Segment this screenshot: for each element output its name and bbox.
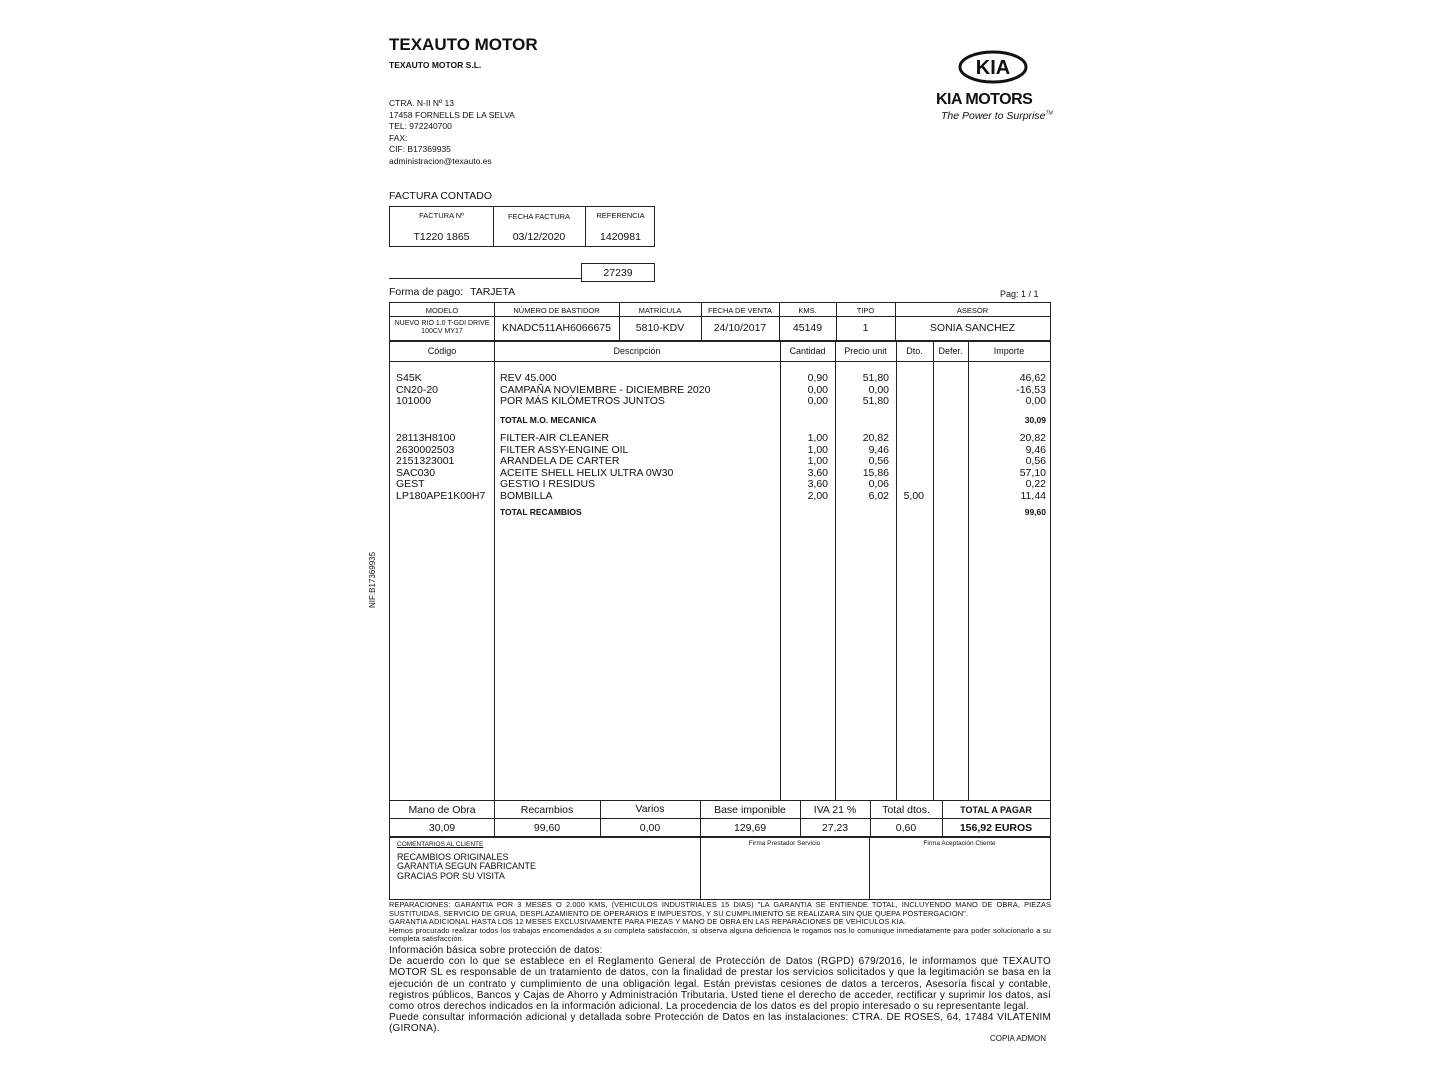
- address-line: CTRA. N-II Nº 13: [389, 98, 454, 108]
- line-description: ARANDELA DE CARTER: [500, 455, 620, 467]
- lines-table: [389, 340, 1051, 801]
- line-amount: 0,56: [1025, 455, 1046, 467]
- line-discount: 5,00: [903, 489, 924, 502]
- line-description: FILTER ASSY-ENGINE OIL: [500, 443, 629, 456]
- advisor-value: SONIA SANCHEZ: [929, 322, 1016, 334]
- line-amount: 9,46: [1025, 443, 1046, 456]
- labor-total-amount: 30,09: [1024, 415, 1046, 425]
- comments-box: [389, 836, 1051, 900]
- page-number: Pag: 1 / 1: [1000, 289, 1039, 299]
- line-unit-price: 0,00: [868, 383, 889, 396]
- comment-line: GRACIAS POR SU VISITA: [397, 870, 505, 881]
- unit-price-header: Precio unit: [844, 346, 887, 356]
- model-line: 100CV MY17: [421, 327, 463, 335]
- total-discounts-value: 0,60: [895, 822, 917, 834]
- model-header: MODELO: [425, 306, 459, 315]
- labor-label: Mano de Obra: [408, 804, 476, 816]
- signature-workshop-label: Firma Prestador Servicio: [748, 840, 821, 847]
- parts-label: Recambios: [520, 804, 574, 816]
- copy-label: COPIA ADMON: [990, 1034, 1047, 1043]
- company-address: [389, 98, 515, 167]
- invoice-number-label: FACTURA Nº: [419, 211, 464, 220]
- line-unit-price: 0,06: [868, 478, 889, 490]
- invoice-header-box: [389, 206, 655, 247]
- line-description: REV 45.000: [500, 372, 557, 384]
- line-item: [390, 491, 1050, 503]
- line-amount: 0,00: [1025, 395, 1046, 407]
- total-due-label: TOTAL A PAGAR: [960, 805, 1032, 815]
- line-item: [390, 433, 1050, 445]
- invoice-reference-label: REFERENCIA: [596, 211, 645, 220]
- line-item: [390, 373, 1050, 385]
- company-name: TEXAUTO MOTOR: [389, 35, 538, 54]
- payment-method: [389, 286, 515, 298]
- line-amount: 46,62: [1019, 372, 1046, 384]
- invoice-number: T1220 1865: [413, 231, 470, 243]
- line-code: LP180APE1K00H7: [396, 489, 486, 502]
- line-unit-price: 9,46: [868, 443, 889, 456]
- invoice-reference: 1420981: [600, 231, 641, 243]
- misc-label: Varios: [635, 803, 665, 815]
- discount-header: Dto.: [906, 346, 923, 356]
- kia-logo-text: KIA: [975, 57, 1011, 79]
- address-line: FAX:: [389, 132, 408, 143]
- line-code: SAC030: [396, 466, 436, 479]
- line-unit-price: 6,02: [868, 489, 889, 502]
- comment-line: RECAMBIOS ORIGINALES: [397, 852, 509, 862]
- privacy-more-info: Puede consultar información adicional y detallada sobre Protección de Datos en las instalaciones: CTRA. DE ROSES, 64, 17484 VILATENIM (GIRONA).: [389, 1012, 1051, 1035]
- invoice-type: FACTURA CONTADO: [389, 190, 493, 202]
- line-amount: 11,44: [1020, 489, 1046, 502]
- side-nif: NIF:B17369935: [368, 551, 377, 608]
- client-code: 27239: [603, 267, 633, 279]
- line-quantity: 1,00: [807, 455, 828, 467]
- line-quantity: 3,60: [807, 466, 828, 479]
- brand-tagline: [941, 110, 1053, 122]
- labor-value: 30,09: [428, 822, 456, 834]
- line-code: GEST: [396, 478, 425, 490]
- line-quantity: 0,90: [807, 372, 828, 384]
- line-quantity: 1,00: [807, 443, 828, 456]
- plate-value: 5810-KDV: [635, 322, 685, 334]
- brand-name: KIA MOTORS: [936, 91, 1033, 108]
- line-code: S45K: [396, 372, 422, 384]
- parts-total-label: TOTAL RECAMBIOS: [500, 507, 582, 517]
- code-header: Código: [427, 346, 457, 356]
- line-quantity: 0,00: [807, 383, 828, 396]
- line-quantity: 2,00: [807, 489, 828, 502]
- vat-value: 27,23: [821, 822, 849, 834]
- misc-value: 0,00: [639, 822, 661, 834]
- line-code: 101000: [396, 395, 432, 407]
- tm-mark: TM: [1045, 110, 1053, 117]
- signature-client-label: Firma Aceptación Cliente: [923, 840, 996, 847]
- model-value: [390, 320, 494, 335]
- privacy-title: Información básica sobre protección de datos:: [389, 945, 603, 956]
- warranty-extra-text: GARANTIA ADICIONAL HASTA LOS 12 MESES EXCLUSIVAMENTE PARA PIEZAS Y MANO DE OBRA EN LAS REPARACIONES DE VEHICULOS KIA.: [389, 917, 907, 927]
- line-description: POR MÁS KILÓMETROS JUNTOS: [500, 395, 665, 407]
- address-line: 17458 FORNELLS DE LA SELVA: [389, 109, 515, 120]
- line-unit-price: 51,80: [862, 395, 889, 407]
- quantity-header: Cantidad: [789, 346, 826, 356]
- line-item: [390, 479, 1050, 491]
- line-unit-price: 20,82: [862, 432, 889, 444]
- parts-total-amount: 99,60: [1024, 507, 1046, 517]
- line-amount: 57,10: [1019, 466, 1046, 479]
- comments-text: [397, 853, 536, 881]
- tax-base-label: Base imponible: [714, 804, 786, 816]
- vat-label: IVA 21 %: [813, 804, 857, 816]
- line-quantity: 3,60: [807, 478, 828, 490]
- deferred-header: Defer.: [938, 346, 963, 356]
- satisfaction-text: Hemos procurado realizar todos los trabajos encomendados a su completa satisfacción, si observa alguna deficiencia le rogamos nos lo comunique inmediatamente para poder solucionarlo a su completa satisfacción.: [389, 925, 1051, 944]
- type-value: 1: [862, 322, 869, 334]
- parts-total-row: [390, 507, 1050, 519]
- line-item: [390, 385, 1050, 397]
- sale-date-header: FECHA DE VENTA: [707, 306, 773, 315]
- line-item: [390, 445, 1050, 457]
- address-line: administracion@texauto.es: [389, 155, 492, 166]
- line-amount: 0,22: [1025, 478, 1046, 490]
- privacy-section: [389, 945, 1051, 1035]
- line-code: 2151323001: [396, 455, 455, 467]
- client-code-box: [581, 263, 655, 282]
- line-code: 2630002503: [396, 443, 455, 456]
- model-line: NUEVO RIO 1.0 T-GDI DRIVE: [394, 320, 490, 327]
- sale-date-value: 24/10/2017: [713, 322, 767, 334]
- advisor-header: ASESOR: [956, 306, 989, 315]
- kms-value: 45149: [792, 322, 823, 334]
- warranty-text: REPARACIONES: GARANTIA POR 3 MESES O 2.000 KMS, (VEHICULOS INDUSTRIALES 15 DIAS) "LA GARANTIA SE ENTIENDE TOTAL, INCLUYENDO MANO DE OBRA, PIEZAS SUSTITUIDAS, SERVICIO DE GRUA, DESPLAZAMIENTO DE OPERARIOS E IMPUESTOS, Y SU CUMPLIMIENTO SE REALIZARA SIN QUE QUEPA POSTERGACION".: [389, 900, 1051, 918]
- line-quantity: 0,00: [807, 395, 828, 407]
- line-description: GESTIO I RESIDUS: [500, 478, 596, 490]
- line-code: 28113H8100: [396, 432, 456, 444]
- invoice-date-label: FECHA FACTURA: [507, 212, 571, 221]
- comments-title: COMENTARIOS AL CLIENTE: [397, 841, 484, 848]
- line-description: BOMBILLA: [500, 489, 553, 502]
- total-due-value: 156,92 EUROS: [959, 822, 1033, 834]
- labor-total-label: TOTAL M.O. MECANICA: [500, 415, 597, 425]
- privacy-text: De acuerdo con lo que se establece en el Reglamento General de Protección de Datos (RGPD) 679/2016, le informamos que TEXAUTO MOTOR SL es responsable de un tratamiento de datos, con la finalidad de prestar los servicios solicitados y que la legitimación se basa en la ejecución de un contrato y cumplimiento de una obligación legal. Están previstas cesiones de datos a terceros, Asesoría fiscal y contable, registros públicos, Bancos y Cajas de Ahorro y Administración Tributaria. Usted tiene el derecho de acceder, rectificar y suprimir los datos, así como otros derechos indicados en la información adicional. La procedencia de los datos es del propio interesado o su representante legal.: [389, 956, 1051, 1013]
- line-description: FILTER-AIR CLEANER: [500, 432, 609, 444]
- line-description: ACEITE SHELL HELIX ULTRA 0W30: [500, 466, 674, 479]
- type-header: TIPO: [856, 306, 875, 315]
- line-amount: -16,53: [1016, 383, 1046, 396]
- payment-value: TARJETA: [470, 286, 516, 298]
- plate-header: MATRÍCULA: [638, 306, 682, 315]
- kia-logo: [958, 50, 1028, 84]
- parts-value: 99,60: [533, 822, 561, 834]
- line-description: CAMPAÑA NOVIEMBRE - DICIEMBRE 2020: [500, 383, 711, 396]
- line-unit-price: 15,86: [862, 466, 889, 479]
- tax-base-value: 129,69: [733, 822, 767, 834]
- client-line: [389, 278, 581, 279]
- total-discounts-label: Total dtos.: [882, 804, 930, 816]
- line-amount: 20,82: [1019, 432, 1046, 444]
- vin-header: NÚMERO DE BASTIDOR: [513, 306, 600, 315]
- line-unit-price: 51,80: [862, 372, 889, 384]
- address-line: CIF: B17369935: [389, 144, 451, 154]
- line-quantity: 1,00: [807, 432, 828, 444]
- totals-table: [389, 800, 1051, 838]
- line-item: [390, 456, 1050, 468]
- amount-header: Importe: [993, 346, 1025, 356]
- labor-total-row: [390, 415, 1050, 427]
- payment-label: Forma de pago:: [389, 286, 464, 298]
- address-line: TEL: 972240700: [389, 121, 452, 131]
- line-item: [390, 468, 1050, 480]
- line-item: [390, 396, 1050, 408]
- legal-warranty: [389, 901, 1051, 944]
- kms-header: KMS.: [798, 306, 817, 315]
- invoice-date: 03/12/2020: [512, 231, 566, 243]
- line-code: CN20-20: [396, 383, 439, 396]
- tagline-text: The Power to Surprise: [941, 110, 1046, 122]
- description-header: Descripción: [613, 346, 661, 356]
- company-legal-name: TEXAUTO MOTOR S.L.: [389, 60, 482, 70]
- vehicle-table: [389, 302, 1051, 342]
- line-unit-price: 0,56: [868, 455, 889, 467]
- comment-line: GARANTIA SEGUN FABRICANTE: [397, 861, 537, 872]
- vin-value: KNADC511AH6066675: [502, 322, 611, 334]
